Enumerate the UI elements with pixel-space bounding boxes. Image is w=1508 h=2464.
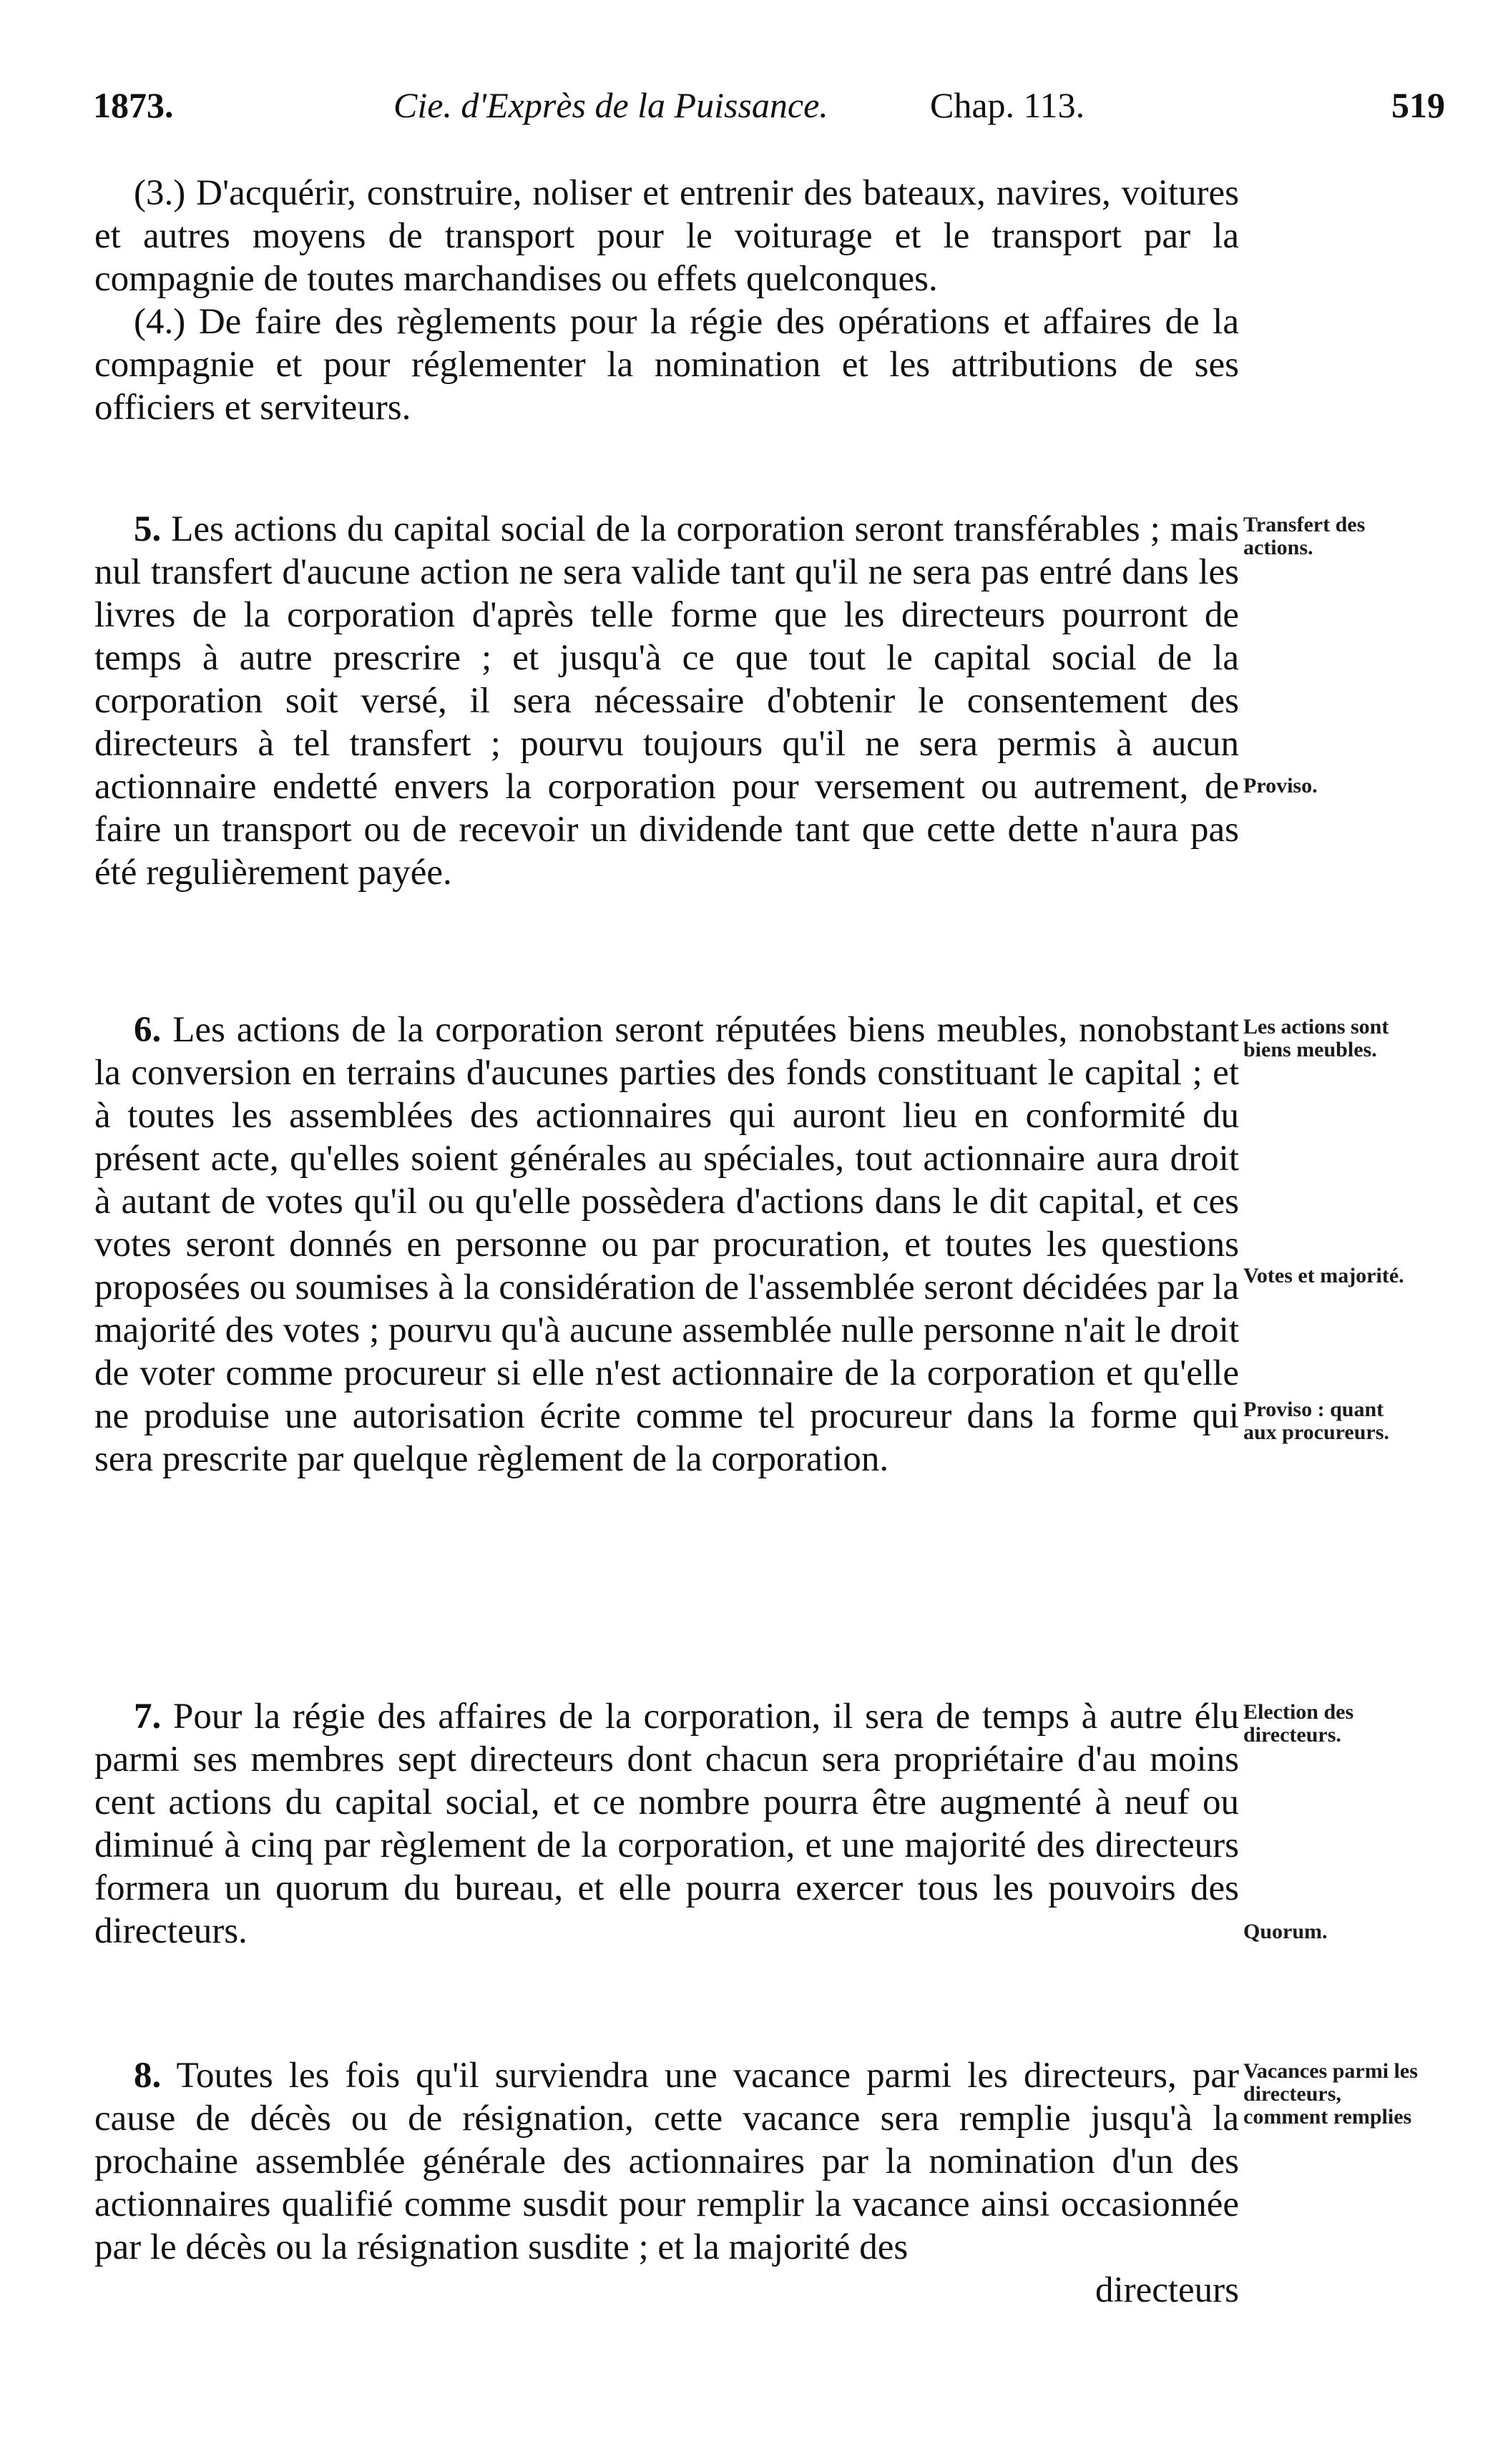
margin-note-election: Election des directeurs. [1243, 1700, 1354, 1747]
margin-note-quorum: Quorum. [1243, 1920, 1328, 1943]
header-year: 1873. [93, 85, 174, 125]
subsection-block [94, 172, 1239, 429]
section-7-number: 7. [134, 1697, 162, 1737]
section-8-number: 8. [134, 2056, 162, 2096]
section-5-text: Les actions du capital social de la corporation seront transférables ; mais nul transfert d'aucune action ne sera valide tant qu'il ne sera pas entré dans les livres de la corporation d'après telle forme que les directeurs pourront de temps à autre prescrire ; et jusqu'à ce que tout le capital social de la corporation soit versé, il sera nécessaire d'obtenir le consentement des directeurs à tel transfert ; pourvu toujours qu'il ne sera permis à aucun actionnaire endetté envers la corporation pour versement ou autrement, de faire un transport ou de recevoir un dividende tant que cette dette n'aura pas été regulièrement payée. [94, 509, 1240, 893]
section-7-text: Pour la régie des affaires de la corporation, il sera de temps à autre élu parmi ses membres sept directeurs dont chacun sera propriétaire d'au moins cent actions du capital social, et ce nombre pourra être augmenté à neuf ou diminué à cinq par règlement de la corporation, et une majorité des directeurs formera un quorum du bureau, et elle pourra exercer tous les pouvoirs des directeurs. [94, 1697, 1239, 1951]
running-header [93, 84, 1452, 134]
section-8 [94, 2054, 1239, 2312]
section-6 [94, 1008, 1239, 1481]
section-6-text: Les actions de la corporation seront réputées biens meubles, nonobstant la conversion en terrains d'aucunes parties des fonds constituant le capital ; et à toutes les assemblées des actionnaires qui auront lieu en conformité du présent acte, qu'elles soient générales au spéciales, tout actionnaire aura droit à autant de votes qu'il ou qu'elle possèdera d'actions dans le dit capital, et ces votes seront donnés en personne ou par procuration, et toutes les questions proposées ou soumises à la considération de l'assemblée seront décidées par la majorité des votes ; pourvu qu'à aucune assemblée nulle personne n'ait le droit de voter comme procureur si elle n'est actionnaire de la corporation et qu'elle ne produise une autorisation écrite comme tel procureur dans la forme qui sera prescrite par quelque règlement de la corporation. [94, 1010, 1240, 1479]
margin-note-transfert: Transfert des actions. [1243, 513, 1366, 559]
margin-note-proviso-2: Proviso : quant aux procureurs. [1243, 1398, 1389, 1444]
section-8-text: Toutes les fois qu'il surviendra une vacance parmi les directeurs, par cause de décès ou de résignation, cette vacance sera remplie jusqu'à la prochaine assemblée générale des actionnaires par la nomination d'un des actionnaires qualifié comme susdit pour remplir la vacance ainsi occasionnée par le décès ou la résignation susdite ; et la majorité des [94, 2056, 1239, 2267]
section-6-number: 6. [134, 1010, 162, 1050]
header-page-number: 519 [1391, 85, 1445, 125]
margin-note-biens: Les actions sont biens meubles. [1243, 1015, 1389, 1061]
catchword: directeurs [1095, 2270, 1239, 2310]
section-7 [94, 1695, 1239, 1953]
header-chapter: Chap. 113. [930, 85, 1085, 125]
section-5-number: 5. [134, 509, 162, 549]
header-title: Cie. d'Exprès de la Puissance. [393, 85, 828, 125]
margin-note-votes: Votes et majorité. [1243, 1264, 1404, 1287]
margin-note-proviso-1: Proviso. [1243, 774, 1318, 797]
margin-note-vacances: Vacances parmi les directeurs, comment remplies [1243, 2059, 1418, 2129]
subsection-4: (4.) De faire des règlements pour la régie des opérations et affaires de la compagnie et pour réglementer la nomination et les attributions de ses officiers et serviteurs. [94, 302, 1239, 428]
section-5 [94, 508, 1239, 894]
subsection-3: (3.) D'acquérir, construire, noliser et entrenir des bateaux, navires, voitures et autres moyens de transport pour le voiturage et le transport par la compagnie de toutes marchandises ou effets quelconques. [94, 173, 1239, 299]
